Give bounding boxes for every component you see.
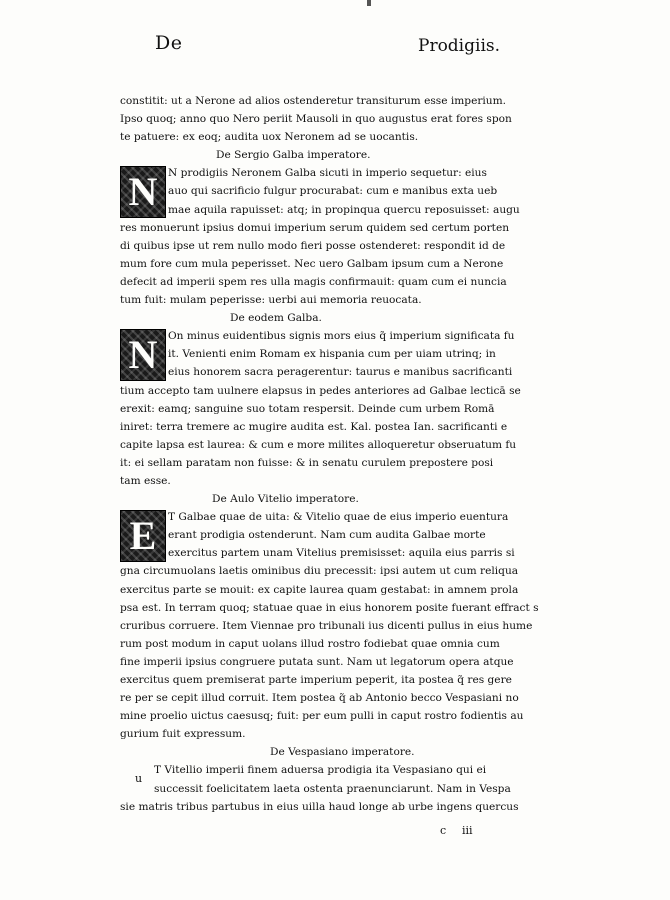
text-line: gurium fuit expressum. — [120, 728, 246, 741]
text-line: it. Venienti enim Romam ex hispania cum per uiam utrinq; in — [168, 348, 496, 361]
section-heading: De eodem Galba. — [230, 312, 322, 325]
decorated-initial: N — [120, 329, 166, 381]
section-heading: De Vespasiano imperatore. — [270, 746, 415, 759]
text-line: mum fore cum mula peperisset. Nec uero Galbam ipsum cum a Nerone — [120, 257, 504, 270]
text-line: constitit: ut a Nerone ad alios ostenderetur transiturum esse imperium. — [120, 95, 507, 107]
text-line: tium accepto tam uulnere elapsus in pedes anteriores ad Galbae lecticā se — [120, 384, 521, 397]
signature-mark: c — [440, 824, 447, 837]
paragraph — [120, 508, 538, 743]
text-line: re per se cepit illud corruit. Item postea q̃ ab Antonio becco Vespasiani no — [120, 692, 519, 705]
paragraph — [120, 164, 538, 309]
text-line: gna circumuolans laetis ominibus diu precessit: ipsi autem ut cum reliqua — [120, 565, 519, 578]
text-line: T Galbae quae de uita: & Vitelio quae de eius imperio euentura — [168, 511, 509, 524]
text-line: mae aquila rapuisset: atq; in propinqua quercu reposuisset: augu — [168, 203, 520, 216]
text-line: On minus euidentibus signis mors eius q̃ imperium significata fu — [168, 330, 515, 343]
text-line: defecit ad imperii spem res ulla magis confirmauit: quam cum ei nuncia — [120, 275, 507, 288]
text-line: auo qui sacrificio fulgur procurabat: cum e manibus exta ueb — [168, 185, 498, 198]
text-line: cruribus corruere. Item Viennae pro tribunali ius dicenti pullus in eius hume — [120, 619, 533, 632]
text-line: rum post modum in caput uolans illud rostro fodiebat quae omnia cum — [120, 637, 500, 650]
text-line: mine proelio uictus caesusq; fuit: per eum pulli in caput rostro fodientis au — [120, 710, 524, 723]
folio-number: iii — [462, 824, 473, 837]
section-heading: De Aulo Vitelio imperatore. — [212, 493, 359, 506]
decorated-initial: E — [120, 510, 166, 562]
text-line: capite lapsa est laurea: & cum e more milites alloqueretur obseruatum fu — [120, 438, 517, 451]
text-line: it: ei sellam paratam non fuisse: & in senatu curulem prepostere posi — [120, 456, 494, 469]
text-line: erexit: eamq; sanguine suo totam respersit. Deinde cum urbem Romā — [120, 402, 495, 415]
text-line: tam esse. — [120, 474, 171, 487]
decorated-initial: N — [120, 166, 166, 218]
text-line: exercitus partem unam Vitelius premisisset: aquila eius parris si — [168, 547, 515, 560]
text-line: tum fuit: mulam peperisse: uerbi aui memoria reuocata. — [120, 294, 422, 307]
text-line: res monuerunt ipsius domui imperium serum quidem sed certum porten — [120, 221, 510, 234]
ink-mark — [367, 0, 371, 6]
text-line: exercitus parte se mouit: ex capite laurea quam gestabat: in amnem prola — [120, 583, 519, 596]
text-line: N prodigiis Neronem Galba sicuti in imperio sequetur: eius — [168, 167, 487, 180]
text-line: te patuere: ex eoq; audita uox Neronem ad se uocantis. — [120, 131, 419, 144]
text-line: psa est. In terram quoq; statuae quae in eius honorem posite fuerant effract s — [120, 601, 539, 614]
running-head-left: De — [155, 32, 183, 54]
text-line: iniret: terra tremere ac mugire audita est. Kal. postea Ian. sacrificanti e — [120, 420, 508, 433]
text-line: erant prodigia ostenderunt. Nam cum audita Galbae morte — [168, 529, 486, 542]
text-line: T Vitellio imperii finem aduersa prodigia ita Vespasiano qui ei — [154, 764, 487, 777]
body-text — [120, 92, 538, 816]
running-head-right: Prodigiis. — [418, 36, 501, 56]
text-line: sie matris tribus partubus in eius uilla haud longe ab urbe ingens quercus — [120, 800, 519, 813]
marginal-guide-letter: u — [135, 772, 143, 785]
section-heading: De Sergio Galba imperatore. — [216, 149, 371, 162]
text-line: successit foelicitatem laeta ostenta praenunciarunt. Nam in Vespa — [154, 782, 511, 795]
text-line: fine imperii ipsius congruere putata sunt. Nam ut legatorum opera atque — [120, 655, 514, 668]
text-line: exercitus quem premiserat parte imperium peperit, ita postea q̃ res gere — [120, 674, 512, 686]
text-line: Ipso quoq; anno quo Nero periit Mausoli in quo augustus erat fores spon — [120, 113, 512, 126]
text-line: di quibus ipse ut rem nullo modo fieri posse ostenderet: respondit id de — [120, 239, 506, 252]
paragraph — [120, 327, 538, 490]
text-line: eius honorem sacra peragerentur: taurus e manibus sacrificanti — [168, 366, 513, 379]
